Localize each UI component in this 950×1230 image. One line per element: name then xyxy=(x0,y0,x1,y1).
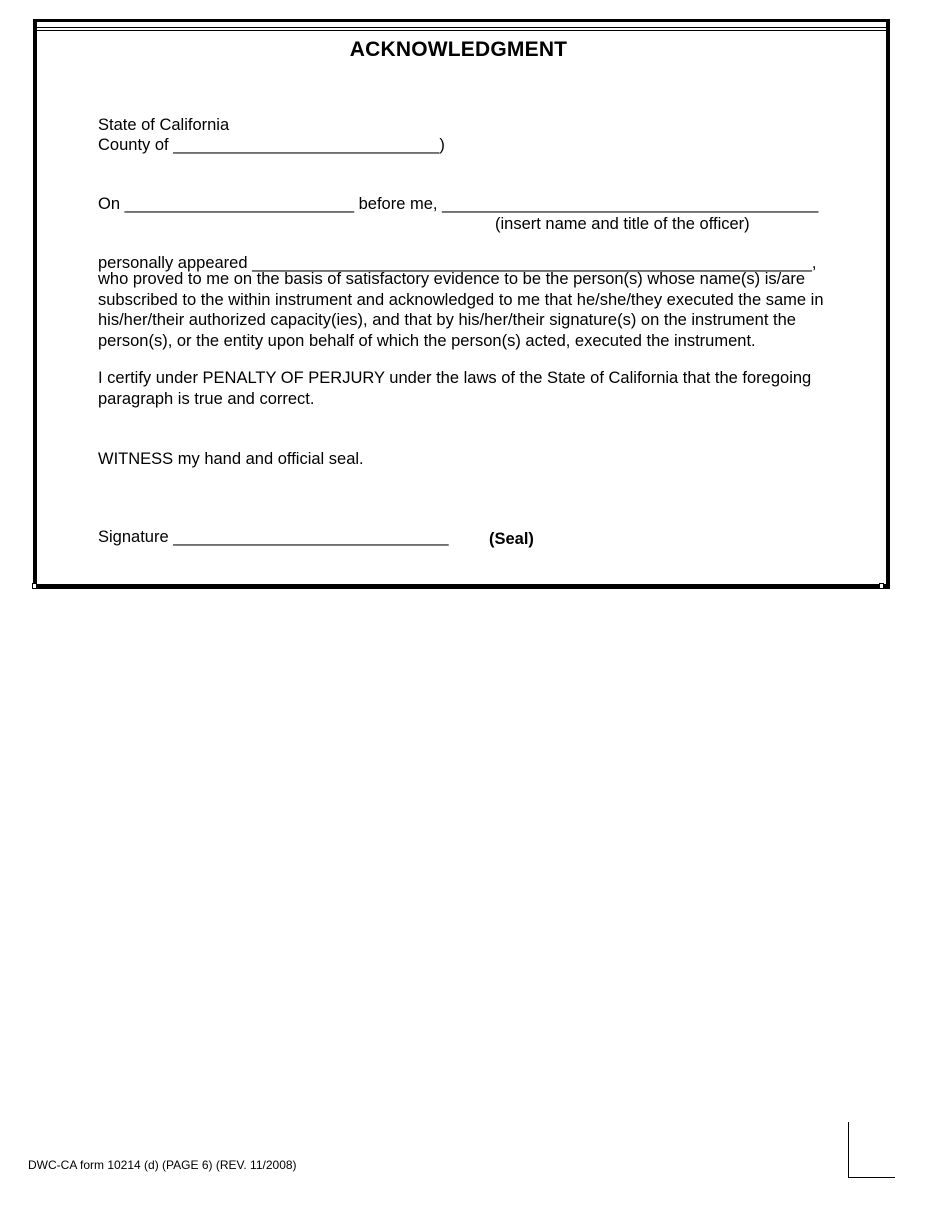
box-top-double-line xyxy=(37,27,886,28)
date-officer-field[interactable]: On _________________________ before me, _________________________________________ xyxy=(98,195,819,213)
page-title: ACKNOWLEDGMENT xyxy=(349,38,568,61)
box-corner-tick-right xyxy=(879,583,884,589)
personally-appeared-field[interactable]: personally appeared _____________________________________________________________, xyxy=(98,254,817,272)
box-top-double-line-2 xyxy=(37,30,886,31)
page-corner-mark-horizontal xyxy=(848,1177,895,1178)
box-corner-tick-left xyxy=(32,583,37,589)
county-field[interactable]: County of _____________________________) xyxy=(98,136,445,154)
form-footer-id: DWC-CA form 10214 (d) (PAGE 6) (REV. 11/2008) xyxy=(28,1158,297,1172)
proof-paragraph: who proved to me on the basis of satisfactory evidence to be the person(s) whose name(s) is/are subscribed to the within instrument and acknowledged to me that he/she/they executed the same in his/her/their authorized capacity(ies), and that by his/her/their signature(s) on the instrument the person(s), or the entity upon behalf of which the person(s) acted, executed the instrument. xyxy=(98,270,824,350)
officer-hint: (insert name and title of the officer) xyxy=(495,215,750,233)
witness-line: WITNESS my hand and official seal. xyxy=(98,450,364,468)
page-corner-mark-vertical xyxy=(848,1122,849,1178)
signature-field[interactable]: Signature ______________________________ xyxy=(98,528,449,546)
state-line: State of California xyxy=(98,116,230,134)
perjury-paragraph: I certify under PENALTY OF PERJURY under the laws of the State of California that the foregoing paragraph is true and correct. xyxy=(98,369,812,408)
seal-label: (Seal) xyxy=(489,530,534,548)
